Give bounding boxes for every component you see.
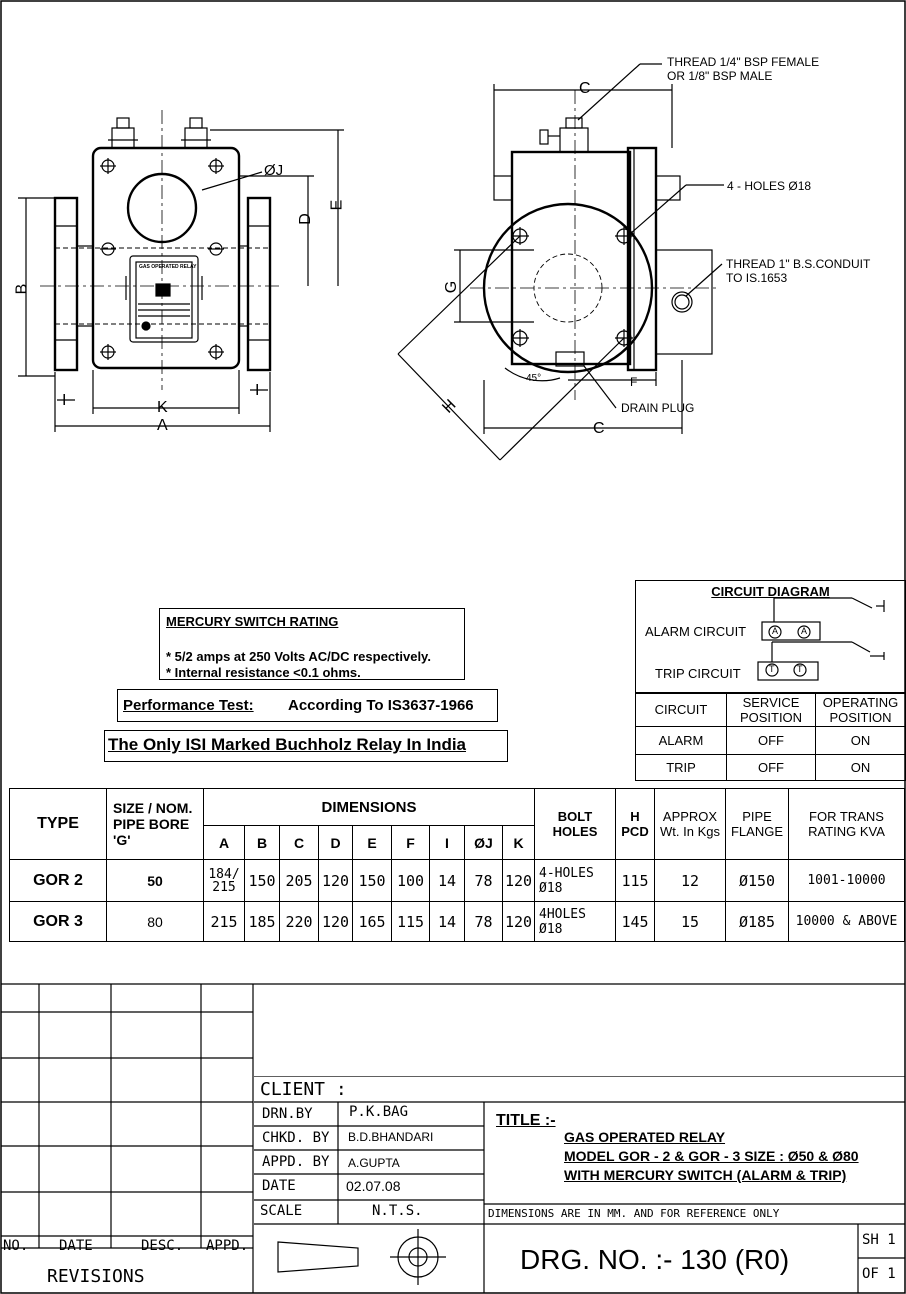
dim-a: A (157, 417, 168, 434)
of-label: OF 1 (862, 1266, 896, 1282)
col-d: D (319, 826, 353, 860)
row1-type: GOR 2 (10, 860, 107, 902)
dim-i-left: I (62, 392, 67, 409)
chkd-by-label: CHKD. BY (262, 1130, 330, 1146)
col-k: K (503, 826, 535, 860)
row2-kva: 10000 & ABOVE (789, 902, 905, 942)
title-block (254, 1076, 905, 1293)
row1-i: 14 (430, 860, 465, 902)
row2-f: 115 (392, 902, 430, 942)
row1-j: 78 (465, 860, 503, 902)
row1-h: 115 (616, 860, 655, 902)
row1-wt: 12 (655, 860, 726, 902)
dim-f: F (630, 375, 638, 389)
circuit-table (635, 692, 906, 781)
h-pcd-header: H PCD (616, 789, 655, 860)
bolt-header: BOLT HOLES (535, 789, 616, 860)
table-row (10, 860, 905, 902)
title-line-1: GAS OPERATED RELAY (564, 1129, 726, 1145)
mercury-rating-box (159, 608, 465, 680)
alarm-operating: ON (816, 727, 906, 755)
operating-head: OPERATING POSITION (816, 693, 906, 727)
dim-d: D (296, 213, 314, 225)
nameplate-text: GAS OPERATED RELAY (139, 264, 197, 270)
date-value: 02.07.08 (346, 1178, 401, 1194)
conduit-label: THREAD 1" B.S.CONDUIT TO IS.1653 (726, 257, 871, 285)
trip-cell: TRIP (636, 755, 727, 781)
kva-header: FOR TRANS RATING KVA (789, 789, 905, 860)
trip-circuit-label: TRIP CIRCUIT (655, 666, 741, 681)
dim-g: G (443, 280, 461, 294)
holes-label: 4 - HOLES Ø18 (727, 179, 812, 193)
appd-by-value: A.GUPTA (348, 1156, 400, 1170)
revisions-label: REVISIONS (47, 1266, 145, 1287)
col-b: B (245, 826, 280, 860)
sheet-label: SH 1 (862, 1232, 896, 1248)
col-i: I (430, 826, 465, 860)
drn-by-value: P.K.BAG (349, 1104, 409, 1120)
alarm-service: OFF (727, 727, 816, 755)
circuit-diagram-box (635, 580, 906, 694)
row2-size: 80 (107, 902, 204, 942)
row1-size: 50 (107, 860, 204, 902)
row2-c: 220 (280, 902, 319, 942)
row2-bolt: 4HOLES Ø18 (535, 902, 616, 942)
performance-box (117, 689, 498, 722)
dim-c-top: C (579, 80, 591, 97)
alarm-symbol-1: A (772, 626, 779, 636)
rev-desc-header: DESC. (141, 1238, 184, 1254)
isi-text: The Only ISI Marked Buchholz Relay In India (108, 735, 467, 754)
performance-value: According To IS3637-1966 (288, 697, 474, 714)
dimensions-table (9, 788, 905, 942)
row1-kva: 1001-10000 (789, 860, 905, 902)
row2-e: 165 (353, 902, 392, 942)
row1-flange: Ø150 (726, 860, 789, 902)
dim-c-bottom: C (593, 420, 605, 437)
col-j: ØJ (465, 826, 503, 860)
rev-appd-header: APPD. (206, 1238, 249, 1254)
table-row (10, 902, 905, 942)
drain-plug-label: DRAIN PLUG (621, 401, 695, 415)
row2-flange: Ø185 (726, 902, 789, 942)
row1-c: 205 (280, 860, 319, 902)
row2-type: GOR 3 (10, 902, 107, 942)
dimensions-header: DIMENSIONS (204, 789, 535, 826)
performance-label: Performance Test: (123, 697, 254, 714)
dim-h: H (439, 396, 460, 417)
row1-d: 120 (319, 860, 353, 902)
revisions-grid (1, 984, 254, 1293)
scale-label: SCALE (260, 1203, 303, 1219)
drn-by-label: DRN.BY (262, 1106, 313, 1122)
front-view (18, 110, 344, 432)
row1-b: 150 (245, 860, 280, 902)
trip-symbol-2: T (797, 664, 803, 674)
dim-k: K (157, 399, 168, 416)
row2-h: 145 (616, 902, 655, 942)
drawing-number: DRG. NO. :- 130 (R0) (520, 1244, 790, 1275)
row1-bolt: 4-HOLES Ø18 (535, 860, 616, 902)
row2-i: 14 (430, 902, 465, 942)
dim-e: E (328, 199, 346, 211)
row1-e: 150 (353, 860, 392, 902)
title-label: TITLE :- (496, 1112, 556, 1129)
row2-wt: 15 (655, 902, 726, 942)
row2-a: 215 (204, 902, 245, 942)
rev-no-header: NO. (3, 1238, 29, 1254)
isi-box (104, 730, 508, 762)
row2-k: 120 (503, 902, 535, 942)
row1-f: 100 (392, 860, 430, 902)
row2-b: 185 (245, 902, 280, 942)
title-line-2: MODEL GOR - 2 & GOR - 3 SIZE : Ø50 & Ø80 (564, 1148, 859, 1164)
appd-by-label: APPD. BY (262, 1154, 330, 1170)
dim-i-right: I (255, 382, 260, 399)
alarm-cell: ALARM (636, 727, 727, 755)
row2-j: 78 (465, 902, 503, 942)
service-head: SERVICE POSITION (727, 693, 816, 727)
flange-header: PIPE FLANGE (726, 789, 789, 860)
trip-symbol-1: T (769, 664, 775, 674)
mercury-title: MERCURY SWITCH RATING (166, 614, 339, 629)
dim-j: ØJ (264, 162, 284, 179)
mercury-line2: * Internal resistance <0.1 ohms. (166, 665, 361, 680)
row2-d: 120 (319, 902, 353, 942)
col-f: F (392, 826, 430, 860)
row1-k: 120 (503, 860, 535, 902)
reference-note: DIMENSIONS ARE IN MM. AND FOR REFERENCE ONLY (488, 1207, 780, 1220)
mercury-line1: * 5/2 amps at 250 Volts AC/DC respectively. (166, 649, 431, 664)
trip-operating: ON (816, 755, 906, 781)
thread-top-label: THREAD 1/4" BSP FEMALE OR 1/8" BSP MALE (667, 55, 820, 83)
rev-date-header: DATE (59, 1238, 93, 1254)
circuit-head: CIRCUIT (636, 693, 727, 727)
size-header: SIZE / NOM. PIPE BORE 'G' (107, 789, 204, 860)
circuit-title: CIRCUIT DIAGRAM (711, 584, 830, 599)
weight-header: APPROX Wt. In Kgs (655, 789, 726, 860)
chkd-by-value: B.D.BHANDARI (348, 1130, 434, 1144)
col-a: A (204, 826, 245, 860)
row1-a: 184/ 215 (204, 860, 245, 902)
alarm-circuit-label: ALARM CIRCUIT (645, 624, 747, 639)
col-c: C (280, 826, 319, 860)
angle-label: 45° (526, 373, 542, 384)
alarm-symbol-2: A (801, 626, 808, 636)
trip-service: OFF (727, 755, 816, 781)
title-line-3: WITH MERCURY SWITCH (ALARM & TRIP) (564, 1167, 847, 1183)
type-header: TYPE (10, 789, 107, 860)
date-label: DATE (262, 1178, 296, 1194)
client-label: CLIENT : (260, 1079, 347, 1100)
dim-b: B (13, 283, 31, 295)
scale-value: N.T.S. (372, 1203, 423, 1219)
col-e: E (353, 826, 392, 860)
